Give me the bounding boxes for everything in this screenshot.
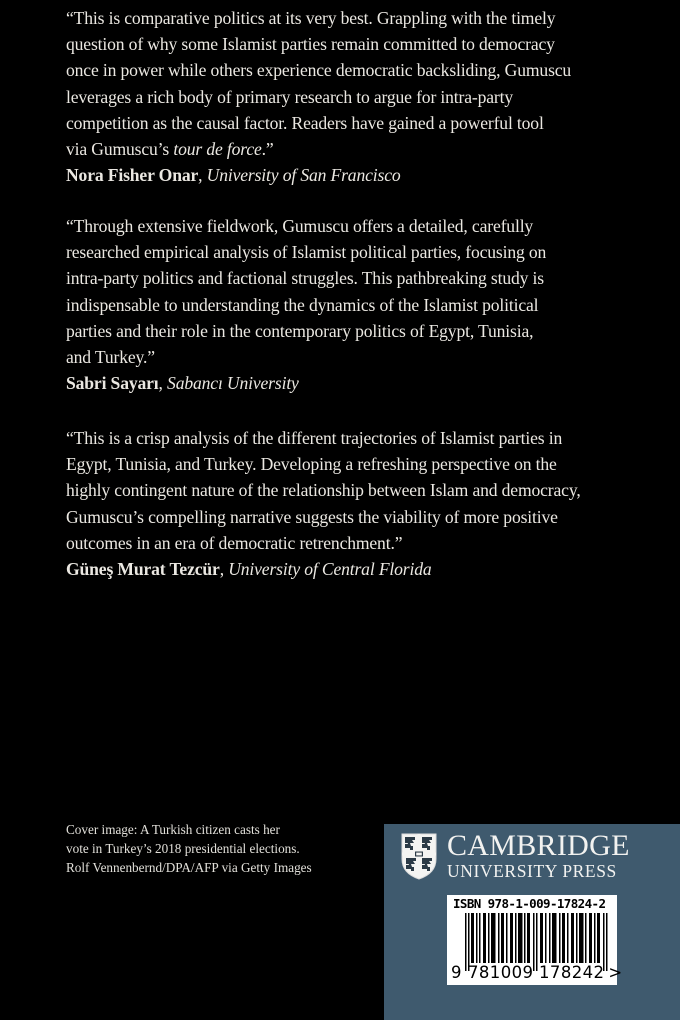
endorsement-quote	[66, 5, 626, 162]
isbn-label: ISBN 978-1-009-17824-2	[453, 896, 606, 911]
endorser-name: Nora Fisher Onar	[66, 165, 199, 186]
endorsement-quote	[66, 213, 626, 370]
endorser-name: Sabri Sayarı	[66, 373, 159, 394]
barcode-lead-digit: 9	[451, 963, 462, 982]
quote-line: and Turkey.”	[66, 347, 155, 368]
quote-line	[66, 136, 626, 162]
endorser-affiliation: University of San Francisco	[206, 165, 401, 186]
quote-italic-text: tour de force	[173, 139, 262, 160]
endorser-attribution	[66, 556, 626, 582]
quote-line: intra-party politics and factional struggles. This pathbreaking study is	[66, 268, 544, 289]
endorser-affiliation: Sabancı University	[167, 373, 299, 394]
barcode-digits	[451, 963, 623, 982]
barcode-number: 781009 178242	[468, 963, 605, 982]
credit-line: Cover image: A Turkish citizen casts her	[66, 822, 280, 837]
publisher-name-line1: CAMBRIDGE	[447, 829, 630, 862]
quote-line: Egypt, Tunisia, and Turkey. Developing a refreshing perspective on the	[66, 454, 557, 475]
quote-line: “This is a crisp analysis of the different trajectories of Islamist parties in	[66, 428, 563, 448]
credit-line: Rolf Vennenbernd/DPA/AFP via Getty Images	[66, 860, 312, 875]
publisher-panel	[384, 824, 680, 1020]
separator: ,	[198, 165, 207, 186]
quote-line: “This is comparative politics at its very best. Grappling with the timely	[66, 8, 556, 28]
endorser-name: Güneş Murat Tezcür	[66, 559, 220, 580]
quote-line: “Through extensive fieldwork, Gumuscu offers a detailed, carefully	[66, 216, 534, 236]
quote-line: indispensable to understanding the dynamics of the Islamist political	[66, 294, 539, 315]
separator: ,	[219, 559, 229, 580]
quote-line: highly contingent nature of the relationship between Islam and democracy,	[66, 480, 581, 501]
endorser-attribution	[66, 162, 626, 188]
quote-line: competition as the causal factor. Readers have gained a powerful tool	[66, 112, 544, 133]
quote-text: via Gumuscu’s	[66, 139, 174, 160]
endorsement-1	[66, 5, 626, 188]
cover-image-credit	[66, 820, 376, 877]
publisher-name	[447, 831, 630, 880]
barcode-end-marker: >	[608, 963, 623, 982]
endorsement-3	[66, 425, 626, 582]
quote-line: outcomes in an era of democratic retrenchment.”	[66, 532, 403, 553]
quote-line: parties and their role in the contemporary politics of Egypt, Tunisia,	[66, 320, 534, 341]
endorsement-2	[66, 213, 626, 396]
isbn-barcode	[447, 895, 623, 985]
endorsement-quote	[66, 425, 626, 556]
endorser-affiliation: University of Central Florida	[228, 559, 432, 580]
quote-text: .”	[261, 139, 274, 160]
quote-line: leverages a rich body of primary research to argue for intra-party	[66, 86, 514, 107]
publisher-name-line2: UNIVERSITY PRESS	[447, 861, 617, 881]
university-shield-icon	[401, 833, 437, 880]
quote-line: question of why some Islamist parties remain committed to democracy	[66, 34, 555, 55]
quote-line: Gumuscu’s compelling narrative suggests the viability of more positive	[66, 506, 558, 527]
quote-line: researched empirical analysis of Islamist political parties, focusing on	[66, 242, 547, 263]
credit-line: vote in Turkey’s 2018 presidential elections.	[66, 841, 300, 856]
quote-line: once in power while others experience democratic backsliding, Gumuscu	[66, 60, 572, 81]
endorser-attribution	[66, 370, 626, 396]
separator: ,	[158, 373, 168, 394]
